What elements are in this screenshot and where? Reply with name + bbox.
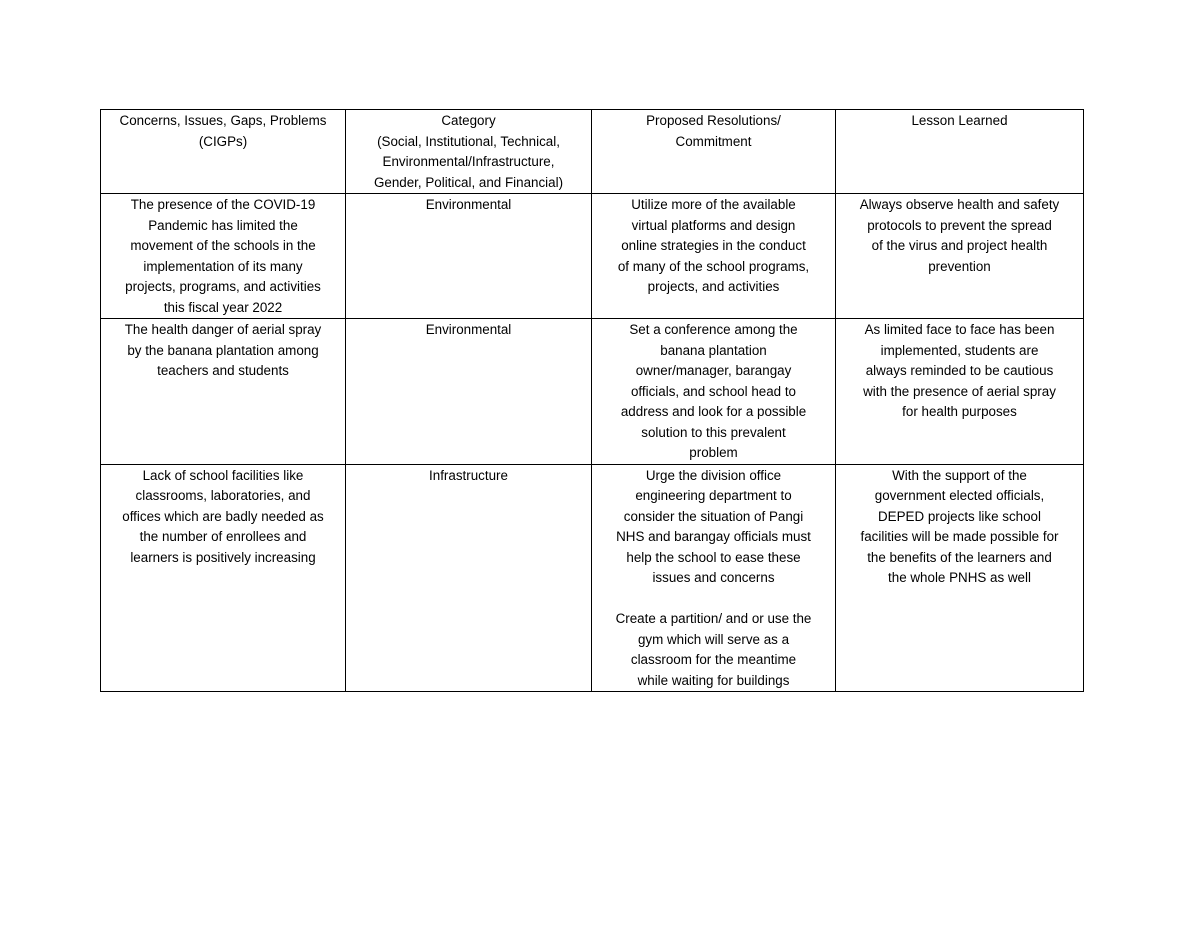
cell-line: teachers and students [157,363,289,378]
header-line: Proposed Resolutions/ [646,113,781,128]
cell-line: Pandemic has limited the [148,217,298,233]
header-line: (Social, Institutional, Technical, [377,133,560,149]
cell-line: DEPED projects like school [878,508,1041,524]
header-line: Lesson Learned [911,113,1008,128]
cell-line: protocols to prevent the spread [867,217,1052,233]
cell-line: engineering department to [635,488,792,503]
cell-line: With the support of the [892,467,1027,483]
cell-line: Infrastructure [429,467,508,483]
header-resolutions [592,110,836,194]
cell-line: projects, programs, and activities [125,279,321,294]
header-line: Gender, Political, and Financial) [373,174,564,190]
cell-cigp [101,319,346,465]
cell-line: officials, and school head to [630,383,797,399]
cell-line: gym which will serve as a [637,631,790,647]
cell-line: implemented, students are [880,342,1039,358]
header-line: Environmental/Infrastructure, [382,154,555,169]
cell-line: projects, and activities [647,279,780,294]
cell-lesson [836,194,1084,319]
table-row [101,194,1084,319]
cell-line: issues and concerns [652,570,775,585]
cell-category [346,464,592,692]
cell-line: Always observe health and safety [859,197,1060,212]
header-lesson [836,110,1084,194]
cell-line: prevention [928,258,991,274]
cell-lesson [836,319,1084,465]
cell-line: movement of the schools in the [130,238,316,253]
cell-line: Urge the division office [645,467,782,483]
cell-line: owner/manager, barangay [635,363,792,378]
header-line: Category [441,113,496,128]
cell-line: for health purposes [902,404,1017,419]
cell-line: Create a partition/ and or use the [615,611,812,626]
cell-category [346,194,592,319]
cell-line: Set a conference among the [629,322,798,337]
cell-line: always reminded to be cautious [865,363,1054,378]
cell-resolution [592,464,836,692]
cell-resolution [592,194,836,319]
cell-line: Utilize more of the available [631,197,796,212]
cell-line: the number of enrollees and [139,529,307,544]
cell-line: banana plantation [660,342,767,358]
table-row [101,464,1084,692]
cell-line: of many of the school programs, [617,258,810,274]
cell-line: As limited face to face has been [864,322,1055,337]
cell-line: consider the situation of Pangi [623,508,804,524]
cell-cigp [101,464,346,692]
cell-cigp [101,194,346,319]
cell-line: with the presence of aerial spray [863,383,1056,399]
cell-line: offices which are badly needed as [122,508,324,524]
header-cigps [101,110,346,194]
table-row [101,319,1084,465]
cell-line: learners is positively increasing [130,549,316,565]
cell-resolution [592,319,836,465]
cell-line: the whole PNHS as well [888,570,1031,585]
cell-line: solution to this prevalent [641,424,786,440]
cell-line: the benefits of the learners and [867,549,1052,565]
cell-line: this fiscal year 2022 [163,299,283,315]
cell-line: government elected officials, [874,488,1045,503]
cell-line: classrooms, laboratories, and [135,488,311,503]
cell-category [346,319,592,465]
cell-line: NHS and barangay officials must [616,529,811,544]
cell-line: facilities will be made possible for [860,529,1059,544]
cell-line: Lack of school facilities like [142,467,304,483]
cell-line: Environmental [425,197,512,212]
cell-line: problem [689,445,738,460]
cell-line: Environmental [425,322,512,337]
cell-line: online strategies in the conduct [621,238,806,253]
header-category [346,110,592,194]
cell-line: help the school to ease these [626,549,801,565]
cigp-table [100,109,1084,692]
cell-line: of the virus and project health [871,238,1048,253]
cell-line: classroom for the meantime [630,652,797,667]
cell-line: The health danger of aerial spray [124,322,322,337]
header-line: Concerns, Issues, Gaps, Problems [119,113,327,128]
paragraph-gap [599,589,828,610]
header-line: (CIGPs) [198,133,248,149]
cell-lesson [836,464,1084,692]
cell-line: while waiting for buildings [637,672,790,688]
cell-line: by the banana plantation among [127,342,319,358]
cell-line: The presence of the COVID-19 [130,197,316,212]
cell-line: virtual platforms and design [631,217,796,233]
table-header-row [101,110,1084,194]
cell-line: implementation of its many [143,258,303,274]
cell-line: address and look for a possible [620,404,807,419]
header-line: Commitment [675,133,752,149]
